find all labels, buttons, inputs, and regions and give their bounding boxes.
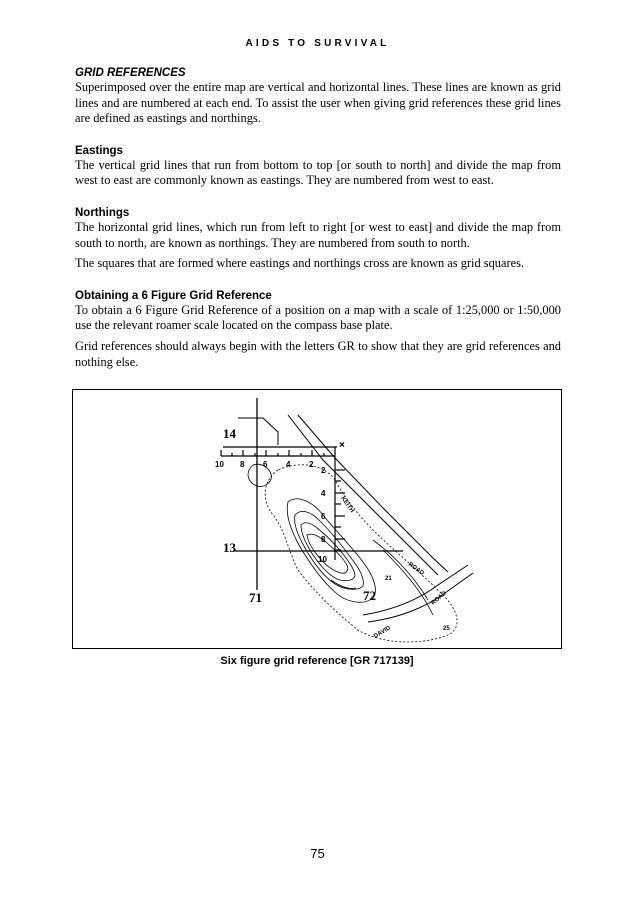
grid-reference-figure <box>72 389 562 649</box>
spot-height-25: 25 <box>443 626 450 632</box>
roamer-v-8: 8 <box>321 535 326 544</box>
roamer-h-4: 4 <box>286 460 291 469</box>
paragraph-northings: The horizontal grid lines, which run from left to right [or west to east] and divide the map from south to north, are known as northings. They are numbered from south to north. <box>75 219 561 250</box>
contour-lines <box>248 464 457 642</box>
main-content <box>75 66 561 370</box>
northing-label-13: 13 <box>223 540 236 555</box>
easting-label-71: 71 <box>249 590 262 605</box>
heading-grid-references: GRID REFERENCES <box>75 67 186 79</box>
road-label-road2: ROAD <box>430 590 448 607</box>
paragraph-grid-references: Superimposed over the entire map are vertical and horizontal lines. These lines are known as grid lines and are numbered at each end. To assist the user when giving grid references these grid lines are defined as eastings and northings. <box>75 80 561 126</box>
heading-eastings: Eastings <box>75 144 123 157</box>
map-diagram <box>73 390 563 650</box>
road-label-road1: ROAD <box>406 561 425 577</box>
roamer-h-10: 10 <box>215 460 224 469</box>
running-title: AIDS TO SURVIVAL <box>245 38 390 49</box>
road-label-david: DAVID <box>373 625 392 640</box>
figure-caption: Six figure grid reference [GR 717139] <box>220 655 414 667</box>
page-number: 75 <box>310 846 325 861</box>
roamer-h-8: 8 <box>240 460 245 469</box>
roamer-v-10: 10 <box>318 555 327 564</box>
roamer-h-2: 2 <box>309 460 314 469</box>
paragraph-grid-squares: The squares that are formed where eastings and northings cross are known as grid squares. <box>75 256 525 271</box>
road-label-keith: KEITH <box>339 495 355 514</box>
roamer-v-6: 6 <box>321 512 326 521</box>
roamer-v-2: 2 <box>321 466 326 475</box>
roads <box>238 415 473 622</box>
spot-height-21: 21 <box>385 576 392 582</box>
easting-label-72: 72 <box>363 588 376 603</box>
roamer-h-6: 6 <box>263 460 268 469</box>
northing-label-14: 14 <box>223 426 236 441</box>
roamer-v-4: 4 <box>321 489 326 498</box>
heading-six-figure: Obtaining a 6 Figure Grid Reference <box>75 289 272 302</box>
paragraph-eastings: The vertical grid lines that run from bottom to top [or south to north] and divide the map from west to east are commonly known as eastings. They are numbered from west to east. <box>75 157 561 188</box>
paragraph-gr-letters: Grid references should always begin with the letters GR to show that they are grid references and nothing else. <box>75 338 561 369</box>
heading-northings: Northings <box>75 206 130 219</box>
paragraph-six-figure: To obtain a 6 Figure Grid Reference of a position on a map with a scale of 1:25,000 or 1:50,000 use the relevant roamer scale located on the compass base plate. <box>75 302 561 333</box>
position-marker: × <box>339 440 345 451</box>
